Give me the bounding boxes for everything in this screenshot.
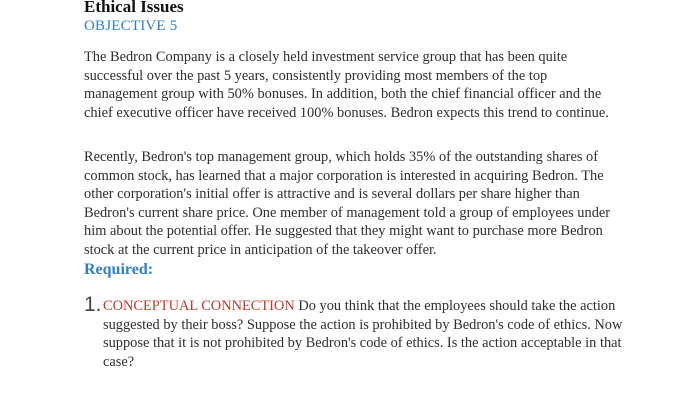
question-body	[103, 297, 623, 371]
required-heading: Required:	[84, 261, 154, 278]
paragraph-intro: The Bedron Company is a closely held investment service group that has been quite successful over the past 5 years, consistently providing most members of the top management group with 50% bonuses. In addition, both the chief financial officer and the chief executive officer have received 100% bonuses. Bedron expects this trend to continue.	[84, 49, 609, 121]
objective-label: OBJECTIVE 5	[84, 18, 178, 34]
question-number: 1.	[84, 293, 102, 316]
question-text: Do you think that the employees should take the action suggested by their boss? Suppose the action is prohibited by Bedron's code of ethics. Now suppose that it is not prohibited by Bedron's code of ethics. Is the action acceptable in that case?	[103, 298, 623, 370]
question-concept-label: CONCEPTUAL CONNECTION	[103, 298, 295, 314]
section-heading: Ethical Issues	[84, 0, 184, 16]
paragraph-scenario: Recently, Bedron's top management group, which holds 35% of the outstanding shares of common stock, has learned that a major corporation is interested in acquiring Bedron. The other corporation's initial offer is attractive and is several dollars per share higher than Bedron's current share price. One member of management told a group of employees under him about the potential offer. He suggested that they might want to purchase more Bedron stock at the current price in anticipation of the takeover offer.	[84, 149, 611, 258]
